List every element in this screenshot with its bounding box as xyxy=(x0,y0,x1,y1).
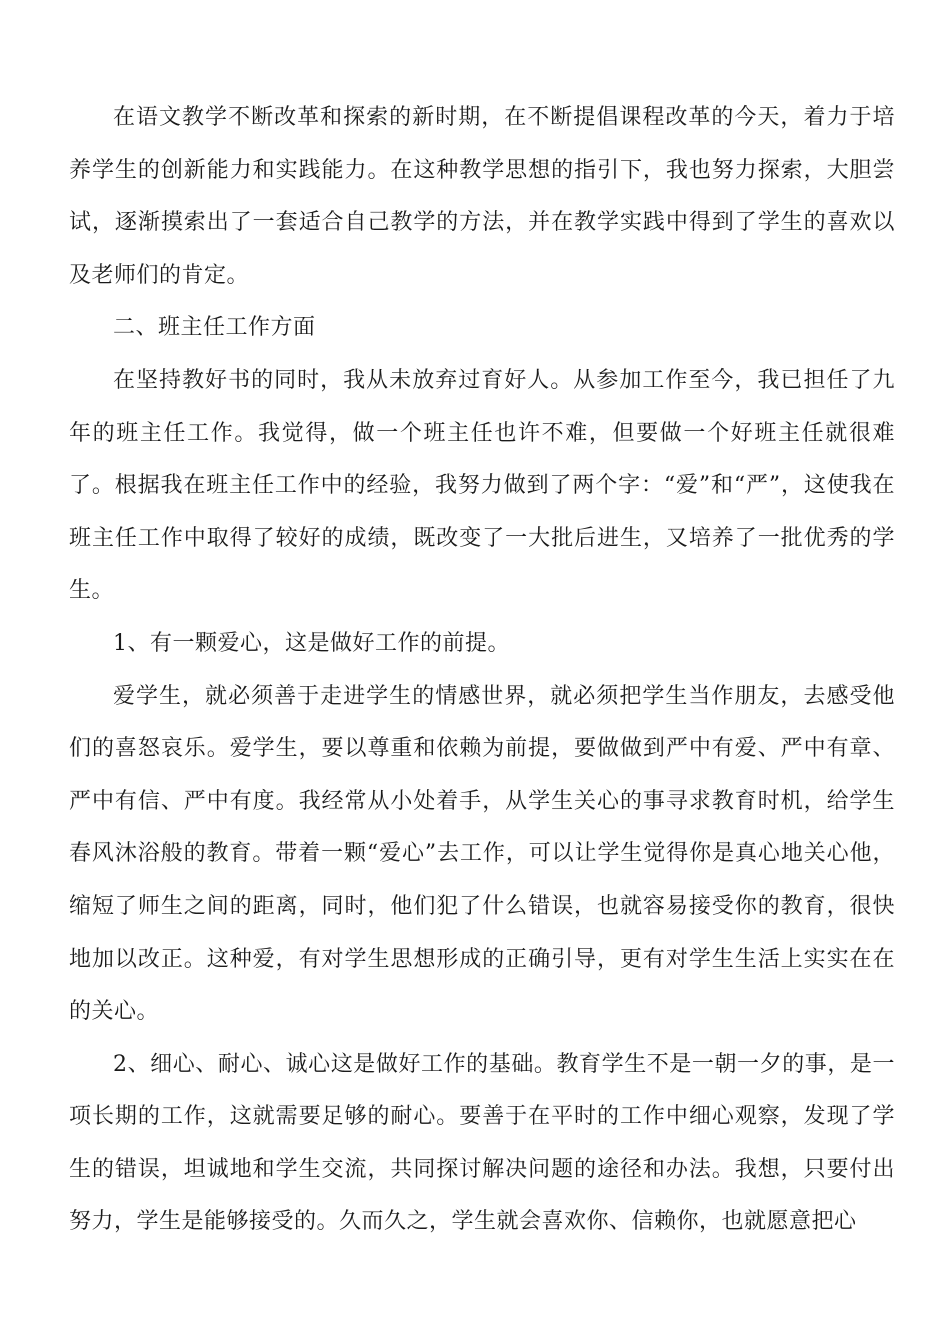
paragraph-love-students: 爱学生，就必须善于走进学生的情感世界，就必须把学生当作朋友，去感受他们的喜怒哀乐。爱学生，要以尊重和依赖为前提，要做做到严中有爱、严中有章、严中有信、严中有度。我经常从小处着手，从学生关心的事寻求教育时机，给学生春风沐浴般的教育。带着一颗“爱心”去工作，可以让学生觉得你是真心地关心他，缩短了师生之间的距离，同时，他们犯了什么错误，也就容易接受你的教育，很快地加以改正。这种爱，有对学生思想形成的正确引导，更有对学生生活上实实在在的关心。 xyxy=(69,683,895,1025)
document-body xyxy=(69,92,895,1249)
section-heading-class-teacher: 二、班主任工作方面 xyxy=(113,315,316,341)
paragraph-patience: 2、细心、耐心、诚心这是做好工作的基础。教育学生不是一朝一夕的事，是一项长期的工作，这就需要足够的耐心。要善于在平时的工作中细心观察，发现了学生的错误，坦诚地和学生交流，共同探讨解决问题的途径和办法。我想，只要付出努力，学生是能够接受的。久而久之，学生就会喜欢你、信赖你，也就愿意把心 xyxy=(69,1051,895,1235)
subheading-love: 1、有一颗爱心，这是做好工作的前提。 xyxy=(113,630,510,656)
paragraph-teaching-reform: 在语文教学不断改革和探索的新时期，在不断提倡课程改革的今天，着力于培养学生的创新能力和实践能力。在这种教学思想的指引下，我也努力探索，大胆尝试，逐渐摸索出了一套适合自己教学的方法，并在教学实践中得到了学生的喜欢以及老师们的肯定。 xyxy=(69,105,895,288)
paragraph-class-teacher-work: 在坚持教好书的同时，我从未放弃过育好人。从参加工作至今，我已担任了九年的班主任工作。我觉得，做一个班主任也许不难，但要做一个好班主任就很难了。根据我在班主任工作中的经验，我努力做到了两个字：“爱”和“严”，这使我在班主任工作中取得了较好的成绩，既改变了一大批后进生，又培养了一批优秀的学生。 xyxy=(69,367,895,604)
